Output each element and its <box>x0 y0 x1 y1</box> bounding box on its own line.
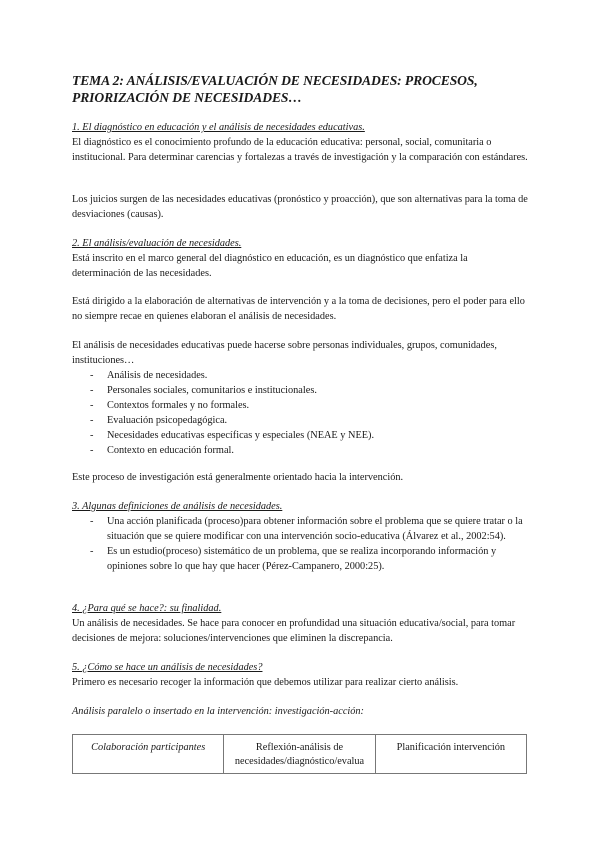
list-item: - Personales sociales, comunitarios e institucionales. <box>72 383 528 398</box>
table-row <box>73 735 527 774</box>
list-item: - Contextos formales y no formales. <box>72 398 528 413</box>
section-2 <box>72 236 528 281</box>
section-3-list <box>72 514 528 574</box>
table-cell-reflexion: Reflexión-análisis de necesidades/diagnóstico/evalua <box>224 735 375 774</box>
section-1-paragraph-2: Los juicios surgen de las necesidades educativas (pronóstico y proacción), que son alternativas para la toma de desviaciones (causas). <box>72 194 528 220</box>
list-item: - Contexto en educación formal. <box>72 443 528 458</box>
table-cell-planificacion: Planificación intervención <box>375 735 526 774</box>
section-5-paragraph-1: Primero es necesario recoger la información que debemos utilizar para realizar cierto análisis. <box>72 677 459 688</box>
list-item: - Una acción planificada (proceso)para obtener información sobre el problema que se quiere tratar o la situación que se quiere modificar con una intervención socio-educativa (Álvarez et al., 2002:54). <box>72 514 528 544</box>
section-2-paragraph-1: Está inscrito en el marco general del diagnóstico en educación, es un diagnóstico que enfatiza la determinación de las necesidades. <box>72 253 468 279</box>
section-2-paragraph-3-block <box>72 338 528 458</box>
list-item: - Es un estudio(proceso) sistemático de un problema, que se realiza incorporando información y opiniones sobre lo que hay que hacer (Pérez-Campanero, 2000:25). <box>72 544 528 574</box>
section-4-heading: 4. ¿Para qué se hace?: su finalidad. <box>72 603 222 614</box>
section-2-list <box>72 368 528 458</box>
list-item: - Análisis de necesidades. <box>72 368 528 383</box>
section-3 <box>72 499 528 574</box>
section-4 <box>72 601 528 646</box>
section-1-paragraph-2-block <box>72 192 528 222</box>
section-2-heading: 2. El análisis/evaluación de necesidades. <box>72 238 242 249</box>
section-5-subheading: Análisis paralelo o insertado en la intervención: investigación-acción: <box>72 706 364 717</box>
section-4-paragraph-1: Un análisis de necesidades. Se hace para conocer en profundidad una situación educativa/social, para tomar decisiones de mejora: soluciones/intervenciones que eliminen la discrepancia. <box>72 618 516 644</box>
list-item: - Evaluación psicopedagógica. <box>72 413 528 428</box>
section-1-paragraph-1: El diagnóstico es el conocimiento profundo de la educación educativa: personal, social, comunitaria o institucional. Para determinar carencias y fortalezas a través de investigación y la comparación con estándares. <box>72 137 528 163</box>
page-title <box>72 72 532 106</box>
title-line-1: TEMA 2: ANÁLISIS/EVALUACIÓN DE NECESIDADES: PROCESOS, <box>72 73 478 88</box>
investigation-action-table <box>72 734 527 774</box>
section-2-paragraph-3: El análisis de necesidades educativas puede hacerse sobre personas individuales, grupos, comunidades, instituciones… <box>72 340 497 366</box>
section-5-heading: 5. ¿Cómo se hace un análisis de necesidades? <box>72 662 263 673</box>
section-5 <box>72 660 528 690</box>
section-2-paragraph-4: Este proceso de investigación está generalmente orientado hacia la intervención. <box>72 472 404 483</box>
section-5-subheading-block <box>72 704 528 719</box>
section-2-paragraph-2: Está dirigido a la elaboración de alternativas de intervención y a la toma de decisiones, pero el poder para ello no siempre recae en quienes elaboran el análisis de necesidades. <box>72 296 525 322</box>
title-line-2: PRIORIZACIÓN DE NECESIDADES… <box>72 90 302 105</box>
list-item: - Necesidades educativas específicas y especiales (NEAE y NEE). <box>72 428 528 443</box>
section-3-heading: 3. Algunas definiciones de análisis de necesidades. <box>72 501 283 512</box>
section-1-heading: 1. El diagnóstico en educación y el análisis de necesidades educativas. <box>72 122 365 133</box>
section-2-paragraph-4-block <box>72 470 528 485</box>
section-2-paragraph-2-block <box>72 294 528 324</box>
table-cell-colaboracion: Colaboración participantes <box>73 735 224 774</box>
section-1 <box>72 120 528 165</box>
